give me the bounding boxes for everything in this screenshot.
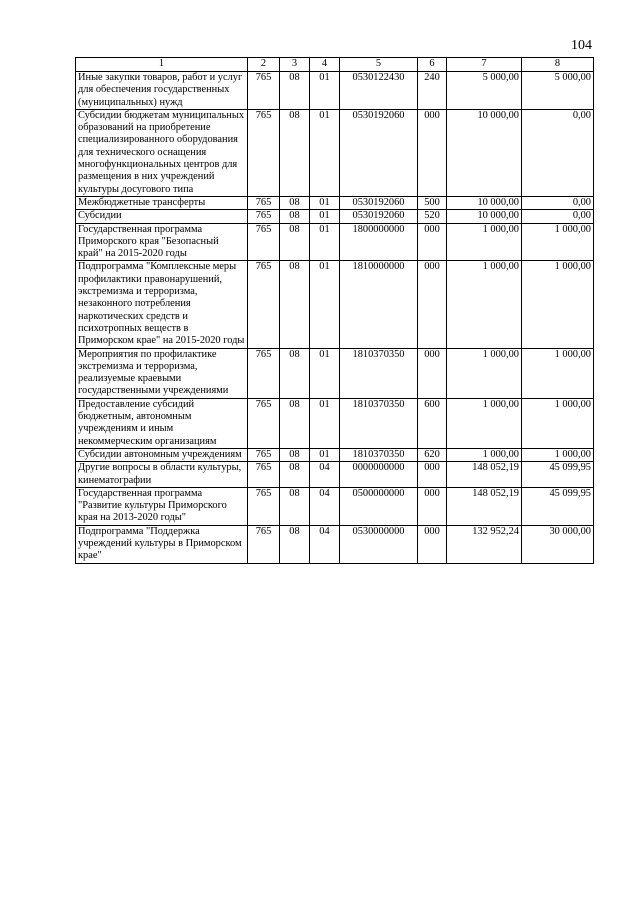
row-name-cell: Предоставление субсидий бюджетным, автономным учреждениям и иным некоммерческим организациям: [76, 398, 248, 448]
row-name-cell: Подпрограмма "Поддержка учреждений культуры в Приморском крае": [76, 525, 248, 563]
row-department-cell: 765: [248, 525, 280, 563]
row-amount-col7-cell: 1 000,00: [447, 448, 522, 461]
row-amount-col7-cell: 1 000,00: [447, 348, 522, 398]
budget-table: [75, 57, 594, 564]
row-subsection-cell: 01: [310, 109, 340, 196]
row-amount-col7-cell: 132 952,24: [447, 525, 522, 563]
row-amount-col8-cell: 0,00: [522, 210, 594, 223]
row-department-cell: 765: [248, 210, 280, 223]
row-expense-type-cell: 000: [418, 487, 447, 525]
row-name-cell: Государственная программа "Развитие культуры Приморского края на 2013-2020 годы": [76, 487, 248, 525]
row-amount-col8-cell: 0,00: [522, 196, 594, 209]
row-target-article-cell: 0530192060: [340, 196, 418, 209]
row-subsection-cell: 04: [310, 462, 340, 488]
row-expense-type-cell: 620: [418, 448, 447, 461]
table-row: [76, 109, 594, 196]
table-row: [76, 525, 594, 563]
row-amount-col8-cell: 1 000,00: [522, 398, 594, 448]
row-amount-col8-cell: 30 000,00: [522, 525, 594, 563]
row-department-cell: 765: [248, 487, 280, 525]
row-target-article-cell: 0530000000: [340, 525, 418, 563]
row-department-cell: 765: [248, 448, 280, 461]
row-amount-col8-cell: 5 000,00: [522, 72, 594, 110]
row-department-cell: 765: [248, 462, 280, 488]
row-expense-type-cell: 500: [418, 196, 447, 209]
row-department-cell: 765: [248, 348, 280, 398]
row-expense-type-cell: 000: [418, 525, 447, 563]
table-row: [76, 348, 594, 398]
row-amount-col7-cell: 148 052,19: [447, 462, 522, 488]
column-header: 5: [340, 58, 418, 72]
row-amount-col8-cell: 1 000,00: [522, 223, 594, 261]
row-name-cell: Субсидии бюджетам муниципальных образований на приобретение специализированного оборудования для технического оснащения многофункциональных центров для размещения в них учреждений культуры досугового типа: [76, 109, 248, 196]
table-row: [76, 261, 594, 348]
row-name-cell: Субсидии: [76, 210, 248, 223]
column-header: 7: [447, 58, 522, 72]
row-expense-type-cell: 600: [418, 398, 447, 448]
row-amount-col7-cell: 1 000,00: [447, 261, 522, 348]
row-subsection-cell: 01: [310, 448, 340, 461]
row-target-article-cell: 0530122430: [340, 72, 418, 110]
row-amount-col7-cell: 1 000,00: [447, 223, 522, 261]
row-amount-col8-cell: 45 099,95: [522, 487, 594, 525]
row-subsection-cell: 01: [310, 398, 340, 448]
table-row: [76, 398, 594, 448]
row-expense-type-cell: 000: [418, 109, 447, 196]
row-amount-col8-cell: 45 099,95: [522, 462, 594, 488]
row-target-article-cell: 0530192060: [340, 109, 418, 196]
row-target-article-cell: 0500000000: [340, 487, 418, 525]
column-header: 6: [418, 58, 447, 72]
row-amount-col8-cell: 1 000,00: [522, 348, 594, 398]
column-header: 4: [310, 58, 340, 72]
row-amount-col7-cell: 10 000,00: [447, 109, 522, 196]
row-amount-col7-cell: 148 052,19: [447, 487, 522, 525]
row-target-article-cell: 0000000000: [340, 462, 418, 488]
row-subsection-cell: 01: [310, 210, 340, 223]
row-section-cell: 08: [280, 525, 310, 563]
row-target-article-cell: 1810370350: [340, 348, 418, 398]
row-section-cell: 08: [280, 348, 310, 398]
row-section-cell: 08: [280, 109, 310, 196]
row-department-cell: 765: [248, 261, 280, 348]
row-amount-col7-cell: 10 000,00: [447, 196, 522, 209]
row-name-cell: Государственная программа Приморского края "Безопасный край" на 2015-2020 годы: [76, 223, 248, 261]
row-expense-type-cell: 240: [418, 72, 447, 110]
row-section-cell: 08: [280, 196, 310, 209]
row-section-cell: 08: [280, 72, 310, 110]
row-subsection-cell: 01: [310, 223, 340, 261]
row-subsection-cell: 01: [310, 72, 340, 110]
page-number: 104: [571, 38, 592, 53]
row-expense-type-cell: 000: [418, 223, 447, 261]
row-section-cell: 08: [280, 448, 310, 461]
row-subsection-cell: 01: [310, 261, 340, 348]
row-subsection-cell: 01: [310, 196, 340, 209]
table-row: [76, 462, 594, 488]
row-department-cell: 765: [248, 398, 280, 448]
column-header: 1: [76, 58, 248, 72]
row-target-article-cell: 0530192060: [340, 210, 418, 223]
row-department-cell: 765: [248, 223, 280, 261]
row-amount-col8-cell: 0,00: [522, 109, 594, 196]
row-department-cell: 765: [248, 196, 280, 209]
column-header: 8: [522, 58, 594, 72]
row-name-cell: Другие вопросы в области культуры, кинематографии: [76, 462, 248, 488]
table-row: [76, 223, 594, 261]
row-name-cell: Подпрограмма "Комплексные меры профилактики правонарушений, экстремизма и терроризма, незаконного потребления наркотических средств и психотропных веществ в Приморском крае" на 2015-2020 годы: [76, 261, 248, 348]
row-amount-col8-cell: 1 000,00: [522, 261, 594, 348]
row-section-cell: 08: [280, 210, 310, 223]
row-amount-col7-cell: 5 000,00: [447, 72, 522, 110]
table-row: [76, 487, 594, 525]
row-subsection-cell: 04: [310, 525, 340, 563]
row-amount-col7-cell: 1 000,00: [447, 398, 522, 448]
column-header: 2: [248, 58, 280, 72]
row-department-cell: 765: [248, 109, 280, 196]
row-expense-type-cell: 520: [418, 210, 447, 223]
row-section-cell: 08: [280, 223, 310, 261]
row-expense-type-cell: 000: [418, 462, 447, 488]
row-name-cell: Мероприятия по профилактике экстремизма и терроризма, реализуемые краевыми государственными учреждениями: [76, 348, 248, 398]
table-row: [76, 72, 594, 110]
row-expense-type-cell: 000: [418, 348, 447, 398]
row-name-cell: Иные закупки товаров, работ и услуг для обеспечения государственных (муниципальных) нужд: [76, 72, 248, 110]
row-section-cell: 08: [280, 398, 310, 448]
row-department-cell: 765: [248, 72, 280, 110]
row-target-article-cell: 1810000000: [340, 261, 418, 348]
row-amount-col7-cell: 10 000,00: [447, 210, 522, 223]
row-name-cell: Межбюджетные трансферты: [76, 196, 248, 209]
row-target-article-cell: 1810370350: [340, 398, 418, 448]
row-expense-type-cell: 000: [418, 261, 447, 348]
row-subsection-cell: 01: [310, 348, 340, 398]
column-header: 3: [280, 58, 310, 72]
row-section-cell: 08: [280, 462, 310, 488]
row-amount-col8-cell: 1 000,00: [522, 448, 594, 461]
table-header-row: [76, 58, 594, 72]
row-target-article-cell: 1800000000: [340, 223, 418, 261]
table-row: [76, 448, 594, 461]
row-section-cell: 08: [280, 487, 310, 525]
row-section-cell: 08: [280, 261, 310, 348]
row-subsection-cell: 04: [310, 487, 340, 525]
table-row: [76, 210, 594, 223]
table-row: [76, 196, 594, 209]
row-target-article-cell: 1810370350: [340, 448, 418, 461]
row-name-cell: Субсидии автономным учреждениям: [76, 448, 248, 461]
